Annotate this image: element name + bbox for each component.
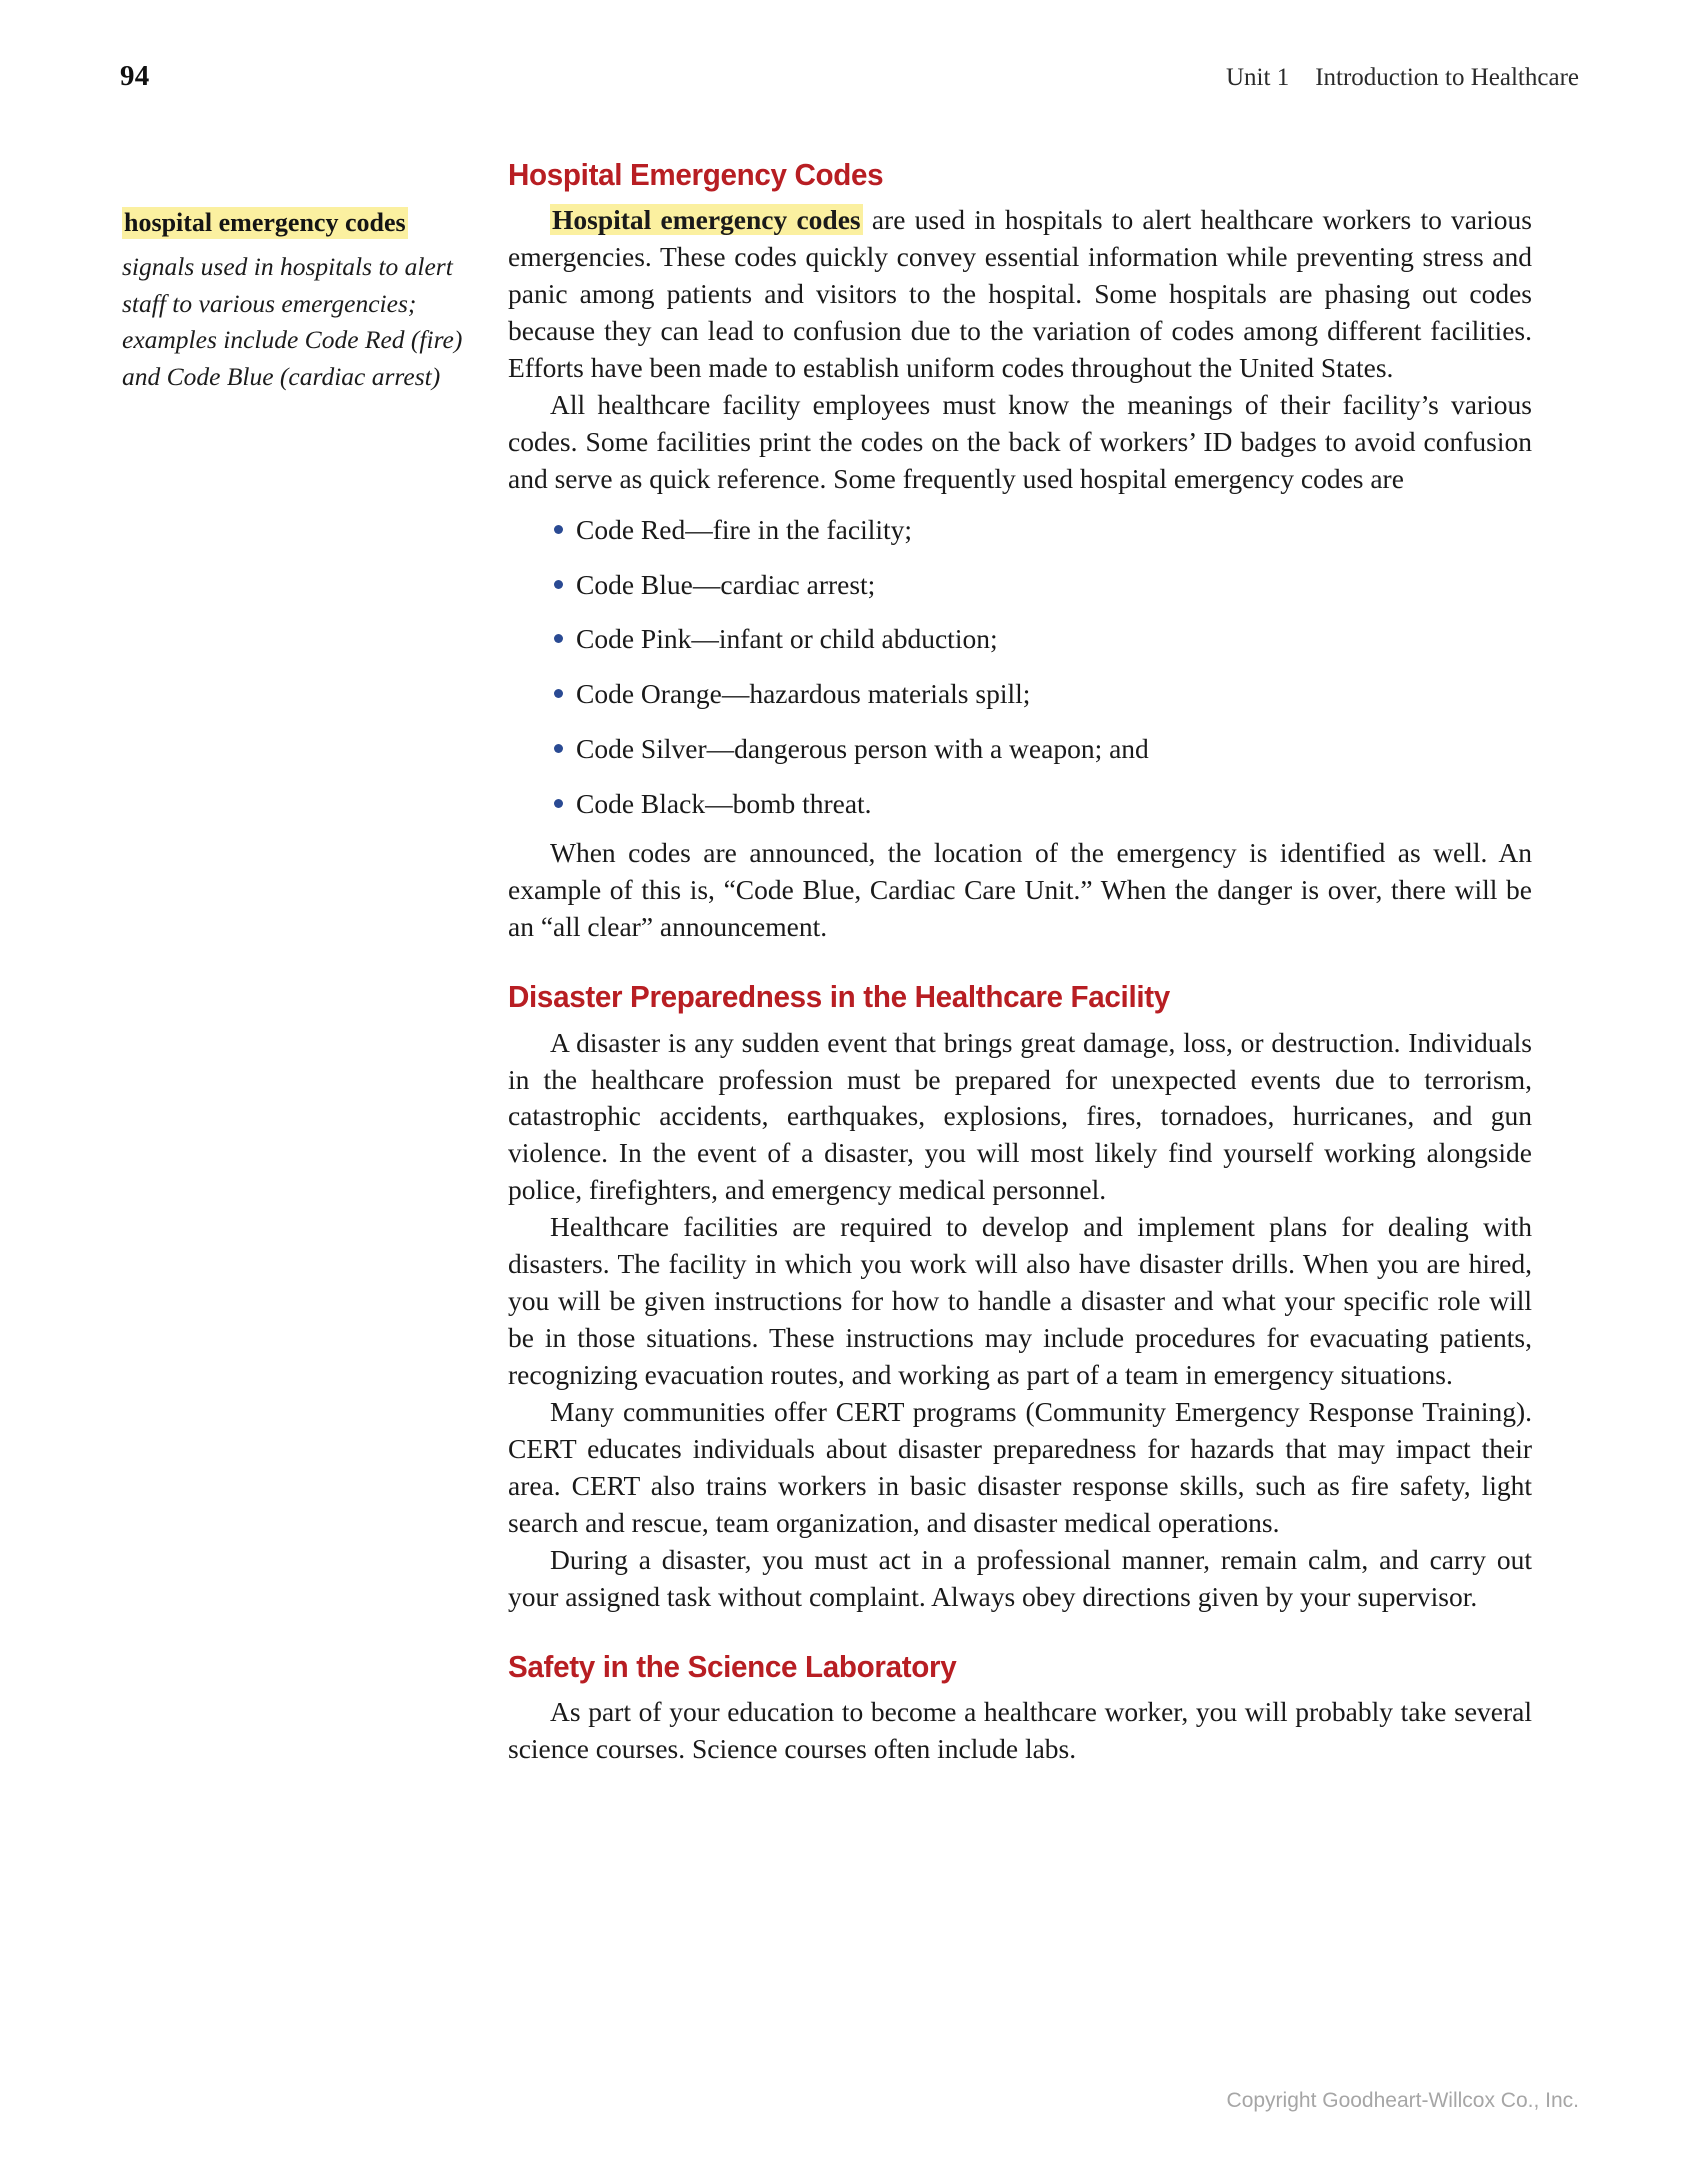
list-item xyxy=(508,731,1532,767)
list-item-label: Code Red—fire in the facility; xyxy=(576,513,913,545)
main-text-column xyxy=(508,158,1532,1768)
list-item-label: Code Silver—dangerous person with a weapon; and xyxy=(576,732,1149,764)
list-item xyxy=(508,512,1532,548)
list-item xyxy=(508,786,1532,822)
list-item-label: Code Blue—cardiac arrest; xyxy=(576,568,876,600)
list-item xyxy=(508,621,1532,657)
paragraph-text: are used in hospitals to alert healthcare workers to various emergencies. These codes quickly convey essential information while preventing stress and panic among patients and visitors to the hospital. Some hospitals are phasing out codes because they can lead to confusion due to the variation of codes among different facilities. Efforts have been made to establish uniform codes throughout the United States. xyxy=(508,204,1532,384)
glossary-definition: signals used in hospitals to alert staff to various emergencies; examples include Code Red (fire) and Code Blue (cardiac arrest) xyxy=(122,251,463,392)
bullet-icon xyxy=(554,525,563,534)
section-heading-disaster-preparedness: Disaster Preparedness in the Healthcare Facility xyxy=(508,979,1170,1015)
paragraph-science-courses: As part of your education to become a healthcare worker, you will probably take several science courses. Science courses often include labs. xyxy=(508,1696,1532,1765)
page-number: 94 xyxy=(120,60,150,92)
list-item-label: Code Black—bomb threat. xyxy=(576,787,872,819)
paragraph-hospital-codes-intro xyxy=(508,202,1532,387)
paragraph-disaster-definition: A disaster is any sudden event that brings great damage, loss, or destruction. Individuals in the healthcare profession must be prepared for unexpected events due to terrorism, catastrophic accidents, earthquakes, explosions, fires, tornadoes, hurricanes, and gun violence. In the event of a disaster, you will most likely find yourself working alongside police, firefighters, and emergency medical personnel. xyxy=(508,1026,1532,1206)
running-head xyxy=(120,60,1579,100)
copyright-notice: Copyright Goodheart-Willcox Co., Inc. xyxy=(1226,2089,1579,2112)
paragraph-facility-plans: Healthcare facilities are required to develop and implement plans for dealing with disasters. The facility in which you work will also have disaster drills. When you are hired, you will be given instructions for how to handle a disaster and what your specific role will be in those situations. These instructions may include procedures for evacuating patients, recognizing evacuation routes, and working as part of a team in emergency situations. xyxy=(508,1211,1532,1391)
running-head-title xyxy=(1226,64,1579,92)
list-item-label: Code Orange—hazardous materials spill; xyxy=(576,678,1031,710)
margin-glossary xyxy=(122,205,477,396)
glossary-term-wrapper xyxy=(122,205,477,242)
bullet-icon xyxy=(554,634,563,643)
paragraph-during-disaster: During a disaster, you must act in a professional manner, remain calm, and carry out your assigned task without complaint. Always obey directions given by your supervisor. xyxy=(508,1544,1532,1613)
list-item-label: Code Pink—infant or child abduction; xyxy=(576,623,998,655)
glossary-term: hospital emergency codes xyxy=(124,208,406,237)
section-heading-science-lab-safety: Safety in the Science Laboratory xyxy=(508,1649,957,1685)
bullet-icon xyxy=(554,689,563,698)
unit-title: Introduction to Healthcare xyxy=(1315,64,1579,91)
paragraph-code-announcement: When codes are announced, the location of the emergency is identified as well. An example of this is, “Code Blue, Cardiac Care Unit.” When the danger is over, there will be an “all clear” announcement. xyxy=(508,837,1532,943)
list-item xyxy=(508,676,1532,712)
bullet-icon xyxy=(554,580,563,589)
emergency-codes-list xyxy=(508,512,1532,822)
list-item xyxy=(508,567,1532,603)
bullet-icon xyxy=(554,799,563,808)
bullet-icon xyxy=(554,744,563,753)
section-heading-hospital-emergency-codes: Hospital Emergency Codes xyxy=(508,157,884,192)
paragraph-employees-know-codes: All healthcare facility employees must know the meanings of their facility’s various codes. Some facilities print the codes on the back of workers’ ID badges to avoid confusion and serve as quick reference. Some frequently used hospital emergency codes are xyxy=(508,389,1532,494)
unit-label: Unit 1 xyxy=(1226,64,1290,91)
paragraph-cert-programs: Many communities offer CERT programs (Community Emergency Response Training). CERT educates individuals about disaster preparedness for hazards that may impact their area. CERT also trains workers in basic disaster response skills, such as fire safety, light search and rescue, team organization, and disaster medical operations. xyxy=(508,1396,1532,1539)
inline-glossary-term: Hospital emergency codes xyxy=(552,204,861,236)
